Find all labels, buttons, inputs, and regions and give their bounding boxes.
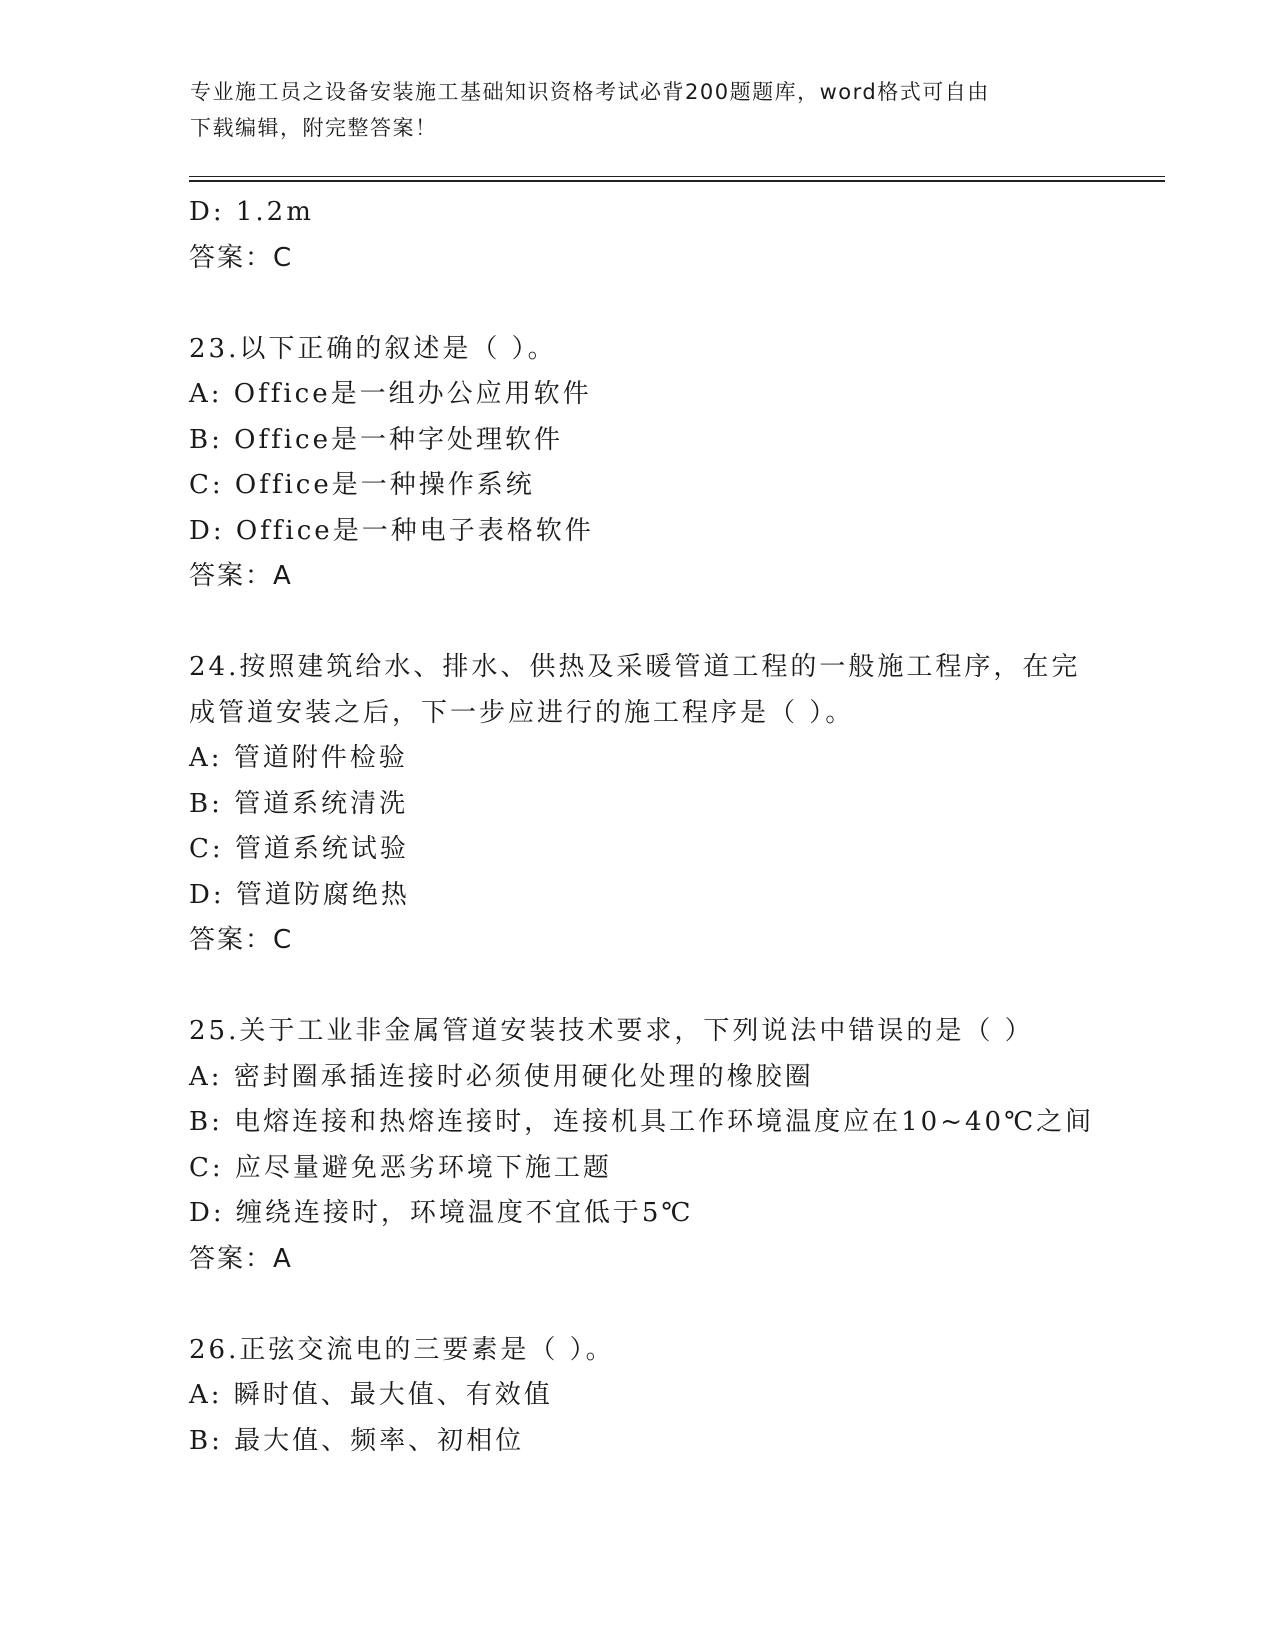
document-header: [190, 74, 1090, 146]
option-b: B: 电熔连接和热熔连接时，连接机具工作环境温度应在10~40℃之间: [189, 1107, 1095, 1137]
option-b: B: 最大值、频率、初相位: [189, 1425, 525, 1456]
question-25: [189, 1009, 1149, 1282]
option-a: A: Office是一组办公应用软件: [189, 379, 592, 409]
option-a: A: 密封圈承插连接时必须使用硬化处理的橡胶圈: [189, 1061, 814, 1092]
spacer: [189, 964, 1149, 1010]
option-a: A: 瞬时值、最大值、有效值: [189, 1380, 553, 1410]
spacer: [189, 600, 1149, 646]
question-26: [189, 1328, 1149, 1465]
question-stem: 23.以下正确的叙述是（ ）。: [189, 333, 557, 364]
answer-line: 答案：A: [189, 561, 293, 591]
question-stem-line-2: 成管道安装之后，下一步应进行的施工程序是（ ）。: [189, 697, 855, 728]
question-stem: 25.关于工业非金属管道安装技术要求，下列说法中错误的是（ ）: [189, 1016, 1034, 1046]
option-c: C: 管道系统试验: [189, 834, 409, 864]
question-stem-line-1: 24.按照建筑给水、排水、供热及采暖管道工程的一般施工程序，在完: [189, 652, 1081, 682]
answer-line: 答案：A: [189, 1243, 293, 1274]
answer-line: 答案：C: [189, 242, 294, 273]
header-line-1: 专业施工员之设备安装施工基础知识资格考试必背200题题库，word格式可自由: [190, 80, 990, 104]
question-stem: 26.正弦交流电的三要素是（ ）。: [189, 1334, 615, 1365]
header-divider-thick: [189, 180, 1165, 182]
option-c: C: 应尽量避免恶劣环境下施工题: [189, 1152, 612, 1183]
spacer: [189, 1282, 1149, 1328]
option-d: D: 管道防腐绝热: [189, 879, 410, 910]
header-line-2: 下载编辑，附完整答案！: [190, 116, 438, 140]
answer-line: 答案：C: [189, 925, 294, 955]
option-c: C: Office是一种操作系统: [189, 470, 535, 500]
option-b: B: Office是一种字处理软件: [189, 424, 563, 455]
option-d: D: 缠绕连接时，环境温度不宜低于5℃: [189, 1198, 694, 1228]
question-23: [189, 327, 1149, 600]
header-divider-thin: [189, 176, 1165, 177]
option-d: D: 1.2m: [189, 197, 314, 227]
option-d: D: Office是一种电子表格软件: [189, 515, 594, 546]
question-24: [189, 645, 1149, 964]
spacer: [189, 281, 1149, 327]
option-a: A: 管道附件检验: [189, 743, 408, 773]
question-list: [189, 190, 1149, 1464]
option-b: B: 管道系统清洗: [189, 788, 409, 819]
